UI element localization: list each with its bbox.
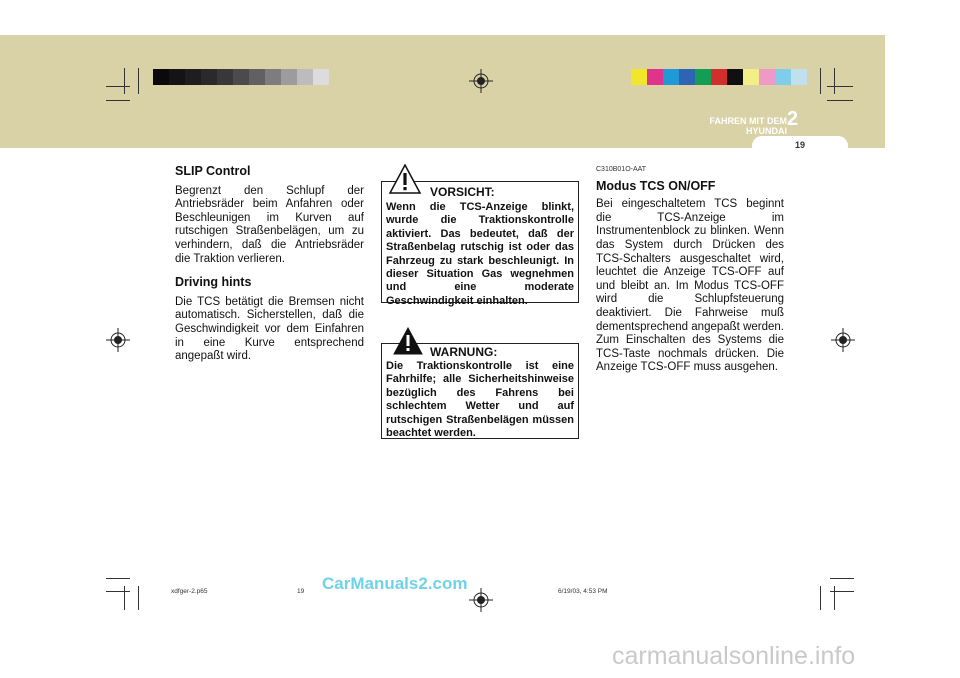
color-swatch: [631, 69, 647, 85]
crop-mark: [138, 68, 139, 94]
color-swatch: [265, 69, 281, 85]
crop-mark: [834, 586, 835, 610]
color-swatch: [695, 69, 711, 85]
color-swatch: [233, 69, 249, 85]
chapter-title: FAHREN MIT DEM HYUNDAI: [709, 116, 787, 136]
warning-triangle-icon: [389, 164, 421, 194]
chapter-number: 2: [787, 108, 799, 130]
crop-mark: [106, 578, 130, 579]
color-swatch: [743, 69, 759, 85]
site-watermark: carmanualsonline.info: [612, 642, 856, 670]
footer-date: 6/19/03, 4:53 PM: [558, 588, 608, 595]
caution-title: VORSICHT:: [430, 185, 495, 199]
crop-mark: [827, 86, 853, 87]
color-swatch: [663, 69, 679, 85]
crop-mark: [106, 591, 130, 592]
warning-box: [381, 343, 579, 439]
carmanuals-watermark[interactable]: CarManuals2.com: [322, 574, 468, 593]
registration-mark-icon: [469, 69, 493, 93]
slip-control-heading: SLIP Control: [175, 164, 251, 178]
color-swatch: [281, 69, 297, 85]
color-swatch: [679, 69, 695, 85]
crop-mark: [124, 586, 125, 610]
crop-mark: [138, 586, 139, 610]
right-column: [596, 163, 784, 385]
driving-hints-text: Die TCS betätigt die Bremsen nicht automatisch. Sicherstellen, daß die Geschwindigkeit vor dem Einfahren in eine Kurve entsprechend angepaßt wird.: [175, 295, 364, 363]
caution-text: Wenn die TCS-Anzeige blinkt, wurde die Traktionskontrolle aktiviert. Das bedeutet, daß der Straßenbelag rutschig ist oder das Fahrzeug zu stark beschleunigt. In dieser Situation Gas wegnehmen und eine moderate Geschwindigkeit einhalten.: [386, 201, 574, 307]
registration-mark-icon: [106, 328, 130, 352]
footer-file: xdfger-2.p65: [171, 588, 208, 595]
color-swatch: [297, 69, 313, 85]
warning-text: Die Traktionskontrolle ist eine Fahrhilfe; alle Sicherheitshinweise bezüglich des Fahrens bei schlechtem Wetter und auf rutschigen Straßenbelägen müssen beachtet werden.: [386, 360, 574, 440]
color-swatch: [201, 69, 217, 85]
grayscale-bar: [153, 69, 329, 85]
crop-mark: [830, 578, 854, 579]
crop-mark: [820, 68, 821, 94]
color-swatch: [711, 69, 727, 85]
color-swatch: [647, 69, 663, 85]
tcs-mode-text: Bei eingeschaltetem TCS beginnt die TCS-Anzeige im Instrumentenblock zu blinken. Wenn das System durch Drücken des TCS-Schalters ausgeschaltet wird, leuchtet die Anzeige TCS-OFF auf und bleibt an. Im Modus TCS-OFF wird die Schlupfsteuerung deaktiviert. Die Fahrweise muß dementsprechend angepaßt werden. Zum Einschalten des Systems die TCS-Taste nochmals drücken. Die Anzeige TCS-OFF muss ausgehen.: [596, 198, 784, 374]
driving-hints-heading: Driving hints: [175, 275, 252, 290]
footer-page: 19: [297, 588, 305, 595]
color-swatch: [759, 69, 775, 85]
tcs-mode-heading: Modus TCS ON/OFF: [596, 178, 716, 193]
slip-control-text: Begrenzt den Schlupf der Antriebsräder beim Anfahren oder Beschleunigen im Kurven auf rutschigen Straßenbelägen, um zu verhindern, daß die Antriebsräder die Traktion verlieren.: [175, 184, 364, 265]
crop-mark: [124, 68, 125, 94]
color-swatch: [727, 69, 743, 85]
color-swatch: [791, 69, 807, 85]
color-swatch: [249, 69, 265, 85]
section-code: C310B01O-AAT: [596, 166, 647, 173]
color-swatch: [775, 69, 791, 85]
color-bar: [631, 69, 807, 85]
crop-mark: [834, 68, 835, 94]
color-swatch: [169, 69, 185, 85]
registration-mark-icon: [831, 328, 855, 352]
color-swatch: [313, 69, 329, 85]
color-swatch: [153, 69, 169, 85]
crop-mark: [106, 100, 130, 101]
crop-mark: [827, 100, 853, 101]
color-swatch: [185, 69, 201, 85]
crop-mark: [106, 86, 130, 87]
caution-box: [381, 181, 579, 307]
color-swatch: [217, 69, 233, 85]
registration-mark-icon: [469, 588, 493, 612]
left-column: [175, 165, 364, 374]
warning-triangle-icon: [393, 327, 423, 355]
warning-title: WARNUNG:: [430, 345, 498, 359]
crop-mark: [820, 586, 821, 610]
page-number: 19: [794, 140, 805, 150]
